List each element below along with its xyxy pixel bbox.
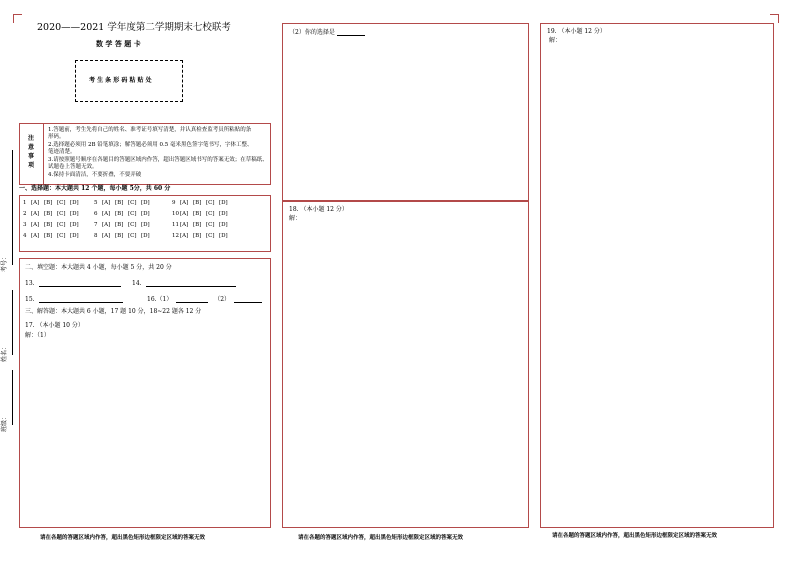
choice-question-number: 7 [94, 222, 98, 228]
choice-bubble[interactable]: [C] [57, 200, 66, 206]
notice-heading: 注意事项 [28, 135, 35, 169]
choice-bubble[interactable]: [A] [31, 200, 40, 206]
q15-answer-line[interactable] [39, 296, 123, 303]
choice-bubble[interactable]: [C] [128, 211, 137, 217]
choice-question-number: 10 [172, 211, 179, 217]
notice-line-1: 1.答题前，考生先将自己的姓名、准考证号填写清楚，并认真检查监考员所粘贴的条 [48, 127, 252, 133]
choice-bubble[interactable]: [B] [44, 222, 53, 228]
notice-box [19, 123, 271, 185]
choice-question-number: 1 [23, 200, 27, 206]
choice-bubble[interactable]: [A] [180, 233, 189, 239]
choice-bubble[interactable]: [B] [44, 233, 53, 239]
choice-bubble[interactable]: [C] [206, 222, 215, 228]
choice-bubble[interactable]: [B] [193, 200, 202, 206]
q14-answer-line[interactable] [146, 280, 236, 287]
notice-line-6: 试题卷上答题无效。 [48, 164, 98, 170]
choice-bubble[interactable]: [D] [219, 233, 228, 239]
choice-bubble[interactable]: [A] [31, 222, 40, 228]
choice-bubble[interactable]: [D] [219, 222, 228, 228]
q16-block [147, 296, 262, 303]
section3-heading: 三、解答题：本大题共 6 小题，17 题 10 分，18~22 题各 12 分 [25, 308, 202, 315]
class-line [12, 370, 13, 425]
notice-divider [43, 124, 44, 184]
q16-label: 16.（1） [147, 296, 173, 303]
choice-bubble[interactable]: [B] [115, 211, 124, 217]
choice-bubble[interactable]: [B] [44, 211, 53, 217]
choice-question-number: 3 [23, 222, 27, 228]
choice-bubble[interactable]: [C] [206, 211, 215, 217]
choice-question-number: 9 [172, 200, 176, 206]
q19-solution-label: 解： [549, 37, 562, 44]
footer-note-2: 请在各题的答题区域内作答，超出黑色矩形边框限定区域的答案无效 [298, 535, 464, 541]
choice-bubble[interactable]: [D] [141, 200, 150, 206]
choice-bubble[interactable]: [B] [193, 233, 202, 239]
answer-frame-2a [282, 23, 529, 201]
choice-bubble[interactable]: [B] [115, 200, 124, 206]
choice-bubble[interactable]: [A] [102, 222, 111, 228]
section1-heading: 一、选择题：本大题共 12 个题，每小题 5分，共 60 分 [19, 185, 171, 192]
choice-bubble[interactable]: [D] [219, 211, 228, 217]
page-title: 2020——2021 学年度第二学期期末七校联考 [37, 22, 231, 33]
notice-line-5: 3.请按照题号顺序在各题目的答题区域内作答，超出答题区域书写的答案无效；在草稿纸、 [48, 157, 268, 163]
choice-bubble[interactable]: [A] [102, 211, 111, 217]
choice-bubble[interactable]: [D] [70, 233, 79, 239]
notice-line-7: 4.保持卡面清洁，不要折叠，不要弄破 [48, 172, 142, 178]
q17-solution-label: 解：（1） [25, 332, 50, 339]
choice-bubble[interactable]: [C] [57, 211, 66, 217]
choice-bubble[interactable]: [A] [102, 233, 111, 239]
choice-question-number: 8 [94, 233, 98, 239]
q18-title: 18. （本小题 12 分） [289, 206, 348, 213]
kaohao-line [12, 150, 13, 265]
answer-frame-2b [282, 201, 529, 528]
q15-block [25, 296, 123, 303]
choice-question-number: 4 [23, 233, 27, 239]
choice-bubble[interactable]: [B] [115, 233, 124, 239]
choice-question-number: 6 [94, 211, 98, 217]
q18-solution-label: 解： [289, 215, 302, 222]
choice-bubble[interactable]: [D] [70, 200, 79, 206]
barcode-area [75, 60, 183, 102]
name-label: 姓名： [1, 343, 8, 362]
choice-bubble[interactable]: [C] [206, 200, 215, 206]
q13-label: 13. [25, 280, 35, 287]
choice-bubble[interactable]: [C] [206, 233, 215, 239]
choice-bubble[interactable]: [B] [193, 211, 202, 217]
answer-frame-3 [540, 23, 774, 528]
choice-bubble[interactable]: [B] [44, 200, 53, 206]
q15-label: 15. [25, 296, 35, 303]
choice-bubble[interactable]: [A] [102, 200, 111, 206]
choice-bubble[interactable]: [A] [180, 211, 189, 217]
choice-bubble[interactable]: [C] [57, 233, 66, 239]
choice-question-number: 2 [23, 211, 27, 217]
q13-block [25, 280, 121, 287]
choice-question-number: 12 [172, 233, 179, 239]
barcode-label: 考 生 条 形 码 粘 贴 处 [89, 77, 152, 84]
choice-bubble[interactable]: [D] [141, 233, 150, 239]
notice-line-4: 笔迹清楚。 [48, 149, 76, 155]
choice-bubble[interactable]: [B] [115, 222, 124, 228]
class-label: 班级： [1, 413, 8, 432]
q19-title: 19. （本小题 12 分） [547, 28, 606, 35]
choice-bubble[interactable]: [C] [128, 222, 137, 228]
choice-bubble[interactable]: [B] [193, 222, 202, 228]
choice-bubble[interactable]: [D] [219, 200, 228, 206]
choice-bubble[interactable]: [A] [180, 222, 189, 228]
notice-line-2: 形码。 [48, 134, 65, 140]
name-line [12, 290, 13, 355]
choice-question-number: 5 [94, 200, 98, 206]
section2-heading: 二、填空题：本大题共 4 小题，每小题 5 分，共 20 分 [25, 264, 172, 271]
choice-bubble[interactable]: [A] [31, 233, 40, 239]
choice-bubble[interactable]: [C] [128, 200, 137, 206]
choice-bubble[interactable]: [D] [70, 211, 79, 217]
q14-label: 14. [132, 280, 142, 287]
select-question-label: （2）你的选择是 [289, 29, 335, 36]
choice-bubble[interactable]: [C] [57, 222, 66, 228]
page-subtitle: 数 学 答 题 卡 [96, 39, 141, 48]
choice-bubble[interactable]: [A] [31, 211, 40, 217]
q14-block [132, 280, 236, 287]
choice-bubble[interactable]: [A] [180, 200, 189, 206]
footer-note-1: 请在各题的答题区域内作答，超出黑色矩形边框限定区域的答案无效 [40, 535, 206, 541]
q17-title: 17. （本小题 10 分） [25, 322, 84, 329]
choice-bubble[interactable]: [D] [141, 211, 150, 217]
choice-bubble[interactable]: [C] [128, 233, 137, 239]
notice-line-3: 2.选择题必须用 2B 铅笔填涂；解答题必须用 0.5 毫米黑色签字笔书写，字体工整、 [48, 142, 253, 148]
choice-bubble[interactable]: [D] [141, 222, 150, 228]
corner-mark-top-right [770, 14, 779, 23]
answer-frame-1 [19, 258, 271, 528]
choice-bubble[interactable]: [D] [70, 222, 79, 228]
choice-question-number: 11 [172, 222, 179, 228]
q16-1-answer-line[interactable] [176, 296, 208, 303]
q16-2-answer-line[interactable] [234, 296, 262, 303]
q16b-label: （2） [214, 296, 231, 303]
q13-answer-line[interactable] [39, 280, 121, 287]
footer-note-3: 请在各题的答题区域内作答，超出黑色矩形边框限定区域的答案无效 [552, 533, 718, 539]
kaohao-label: 考号： [1, 253, 8, 272]
select-answer-line[interactable] [337, 29, 365, 36]
corner-mark-top-left [13, 14, 22, 23]
select-question-block [289, 29, 365, 36]
